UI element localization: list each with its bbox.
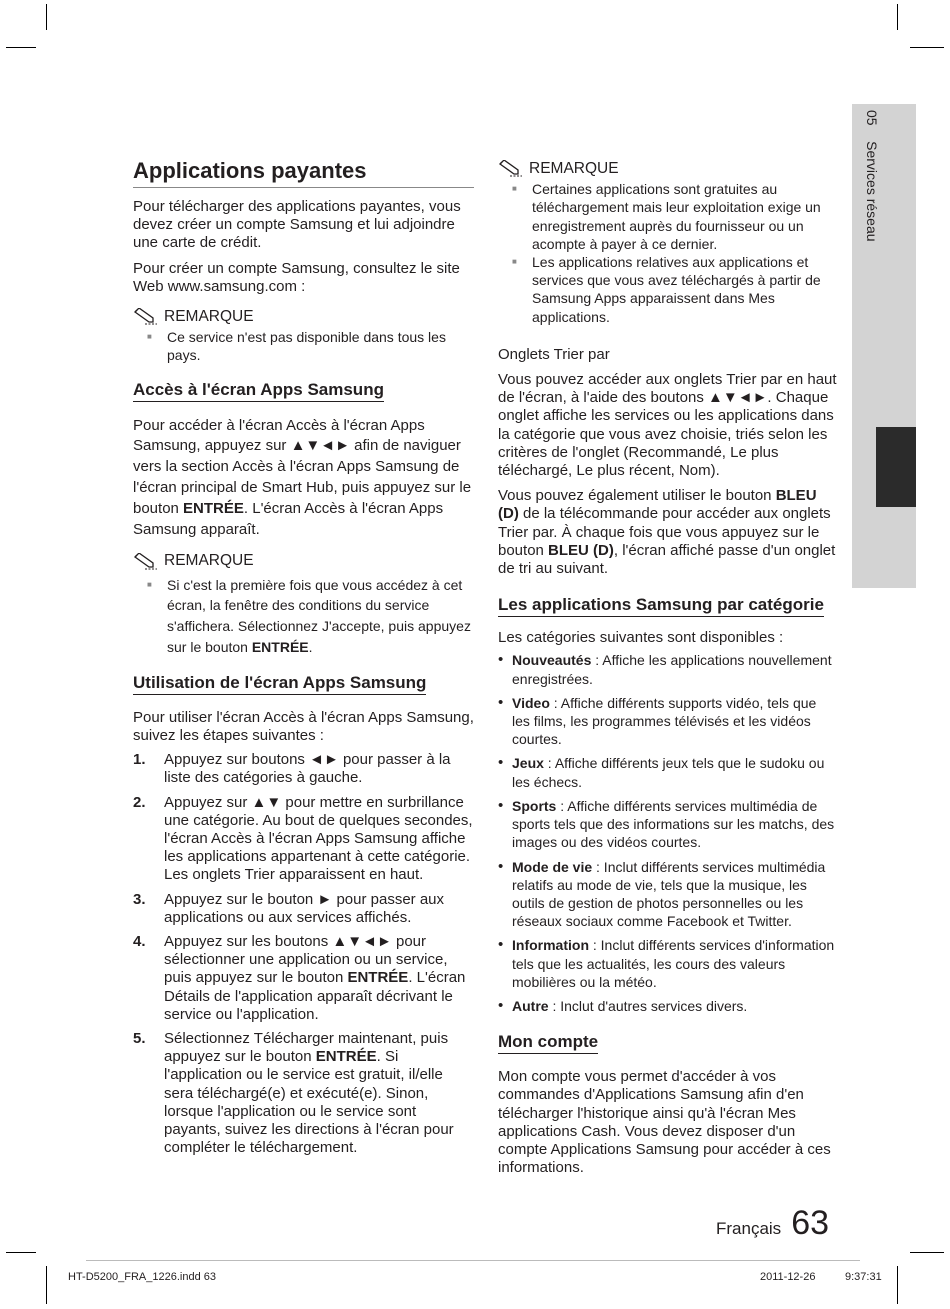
step-number: 5.	[133, 1030, 146, 1048]
crop-mark	[6, 1252, 36, 1253]
sort-paragraph: Vous pouvez accéder aux onglets Trier par en haut de l'écran, à l'aide des boutons ▲▼◄►. Chaque onglet affiche les services ou les applications dans la catégorie que vous avez choisie, triés selon les critères de l'onglet (Recommandé, Le plus téléchargé, Le plus récent, Nom).	[498, 371, 837, 480]
pencil-note-icon	[133, 308, 159, 326]
category-item	[498, 936, 838, 991]
remark-item	[133, 575, 474, 658]
remark-text: Si c'est la première fois que vous accédez à cet écran, la fenêtre des conditions du service s'affichera. Sélectionnez J'accepte, puis appuyez sur le bouton	[167, 576, 471, 655]
remark-list	[498, 180, 838, 326]
crop-mark	[6, 47, 36, 48]
crop-mark	[46, 4, 47, 30]
enter-key-label: ENTRÉE	[347, 969, 409, 987]
chapter-side-label	[856, 110, 880, 310]
remark-heading	[133, 552, 474, 570]
category-name: Sports	[512, 797, 557, 814]
chapter-number: 05	[864, 110, 880, 126]
sort-tabs-heading: Onglets Trier par	[498, 345, 610, 363]
category-name: Mode de vie	[512, 858, 593, 875]
usage-steps	[133, 751, 474, 1157]
access-paragraph	[133, 416, 474, 541]
usage-step	[133, 891, 474, 927]
intro-paragraph-2: Pour créer un compte Samsung, consultez le site Web www.samsung.com :	[133, 259, 460, 295]
category-desc: : Inclut différents services d'information tels que les actualités, les cours des valeurs mobilières ou la météo.	[512, 937, 835, 990]
remark-heading	[133, 308, 474, 326]
category-desc: : Inclut différents services multimédia relatifs au mode de vie, tels que la musique, les outils de gestion de photos personnelles ou les réseaux sociaux comme Facebook et Twitter.	[512, 858, 826, 930]
pencil-note-icon	[498, 160, 524, 178]
remark-text-end: .	[308, 639, 313, 655]
category-name: Jeux	[512, 755, 544, 772]
sort-text-end: , l'écran affiché passe d'un onglet de tri au suivant.	[498, 541, 836, 578]
remark-heading	[498, 160, 838, 178]
usage-step	[133, 794, 474, 885]
category-name: Autre	[512, 997, 549, 1014]
remark-label: REMARQUE	[529, 160, 619, 177]
category-list	[498, 651, 838, 1015]
crop-mark	[897, 1266, 898, 1304]
step-number: 1.	[133, 751, 146, 769]
usage-heading: Utilisation de l'écran Apps Samsung	[133, 672, 426, 695]
step-text: Appuyez sur les boutons ▲▼◄► pour sélectionner une application ou un service, puis appuyez sur le bouton	[164, 933, 448, 987]
category-item	[498, 651, 838, 687]
categories-heading: Les applications Samsung par catégorie	[498, 594, 824, 617]
step-text: Appuyez sur boutons ◄► pour passer à la liste des catégories à gauche.	[164, 751, 451, 787]
enter-key-label: ENTRÉE	[315, 1048, 377, 1066]
category-name: Video	[512, 694, 550, 711]
page-number-block	[716, 1204, 829, 1243]
footer-time: 9:37:31	[845, 1271, 882, 1283]
enter-key-label: ENTRÉE	[251, 639, 309, 655]
pencil-note-icon	[133, 553, 159, 571]
remark-item: ■ Les applications relatives aux applications et services que vous avez téléchargés à partir de Samsung Apps apparaissent dans Mes applications.	[498, 253, 838, 326]
footer-file: HT-D5200_FRA_1226.indd 63	[68, 1271, 216, 1283]
step-number: 4.	[133, 933, 146, 951]
category-desc: : Affiche différents supports vidéo, tels que les films, les programmes télévisés et les vidéos courtes.	[512, 694, 817, 748]
enter-key-label: ENTRÉE	[183, 499, 244, 517]
access-heading: Accès à l'écran Apps Samsung	[133, 379, 384, 402]
access-text: Pour accéder à l'écran Accès à l'écran Apps Samsung, appuyez sur ▲▼◄► afin de naviguer vers la section Accès à l'écran Apps Samsung de l'écran principal de Smart Hub, puis appuyez sur le bouton	[133, 416, 472, 517]
language-label: Français	[716, 1219, 782, 1238]
category-item	[498, 797, 838, 852]
category-item	[498, 754, 838, 790]
usage-intro: Pour utiliser l'écran Accès à l'écran Apps Samsung, suivez les étapes suivantes :	[133, 708, 474, 744]
remark-list	[133, 328, 474, 364]
usage-step	[133, 751, 474, 787]
step-text-end: . Si l'application ou le service est gratuit, il/elle sera téléchargé(e) et exécuté(e). Sinon, lorsque l'application ou le service sont payants, suivez les directions à l'écran pour compléter le téléchargement.	[164, 1048, 454, 1157]
category-item	[498, 858, 838, 931]
remark-item: ■ Ce service n'est pas disponible dans tous les pays.	[133, 328, 474, 364]
page-number: 63	[791, 1204, 830, 1242]
chapter-title: Services réseau	[864, 141, 880, 242]
remark-item: ■ Certaines applications sont gratuites au téléchargement mais leur exploitation exige un enregistrement auprès du fournisseur ou un acompte à payer à ce dernier.	[498, 180, 838, 253]
footer-date: 2011-12-26	[760, 1271, 816, 1283]
step-text: Sélectionnez Télécharger maintenant, puis appuyez sur le bouton	[164, 1030, 449, 1066]
step-text-end: . L'écran Détails de l'application apparaît décrivant le service ou l'application.	[164, 969, 466, 1023]
category-desc: : Inclut d'autres services divers.	[548, 997, 748, 1014]
crop-mark	[46, 1266, 47, 1304]
category-name: Nouveautés	[512, 652, 592, 669]
sort-paragraph-2	[498, 487, 838, 578]
left-column	[133, 158, 474, 1163]
account-heading: Mon compte	[498, 1031, 598, 1054]
section-title: Applications payantes	[133, 158, 474, 188]
step-number: 3.	[133, 890, 146, 908]
step-text: Appuyez sur le bouton ► pour passer aux applications ou aux services affichés.	[164, 890, 445, 926]
category-item	[498, 997, 838, 1015]
right-column	[498, 160, 838, 1177]
access-text-end: . L'écran Accès à l'écran Apps Samsung apparaît.	[133, 499, 444, 538]
category-desc: : Affiche différents services multimédia de sports tels que des informations sur les matchs, des images ou des vidéos courtes.	[512, 797, 835, 851]
remark-list	[133, 575, 474, 658]
usage-step	[133, 1030, 474, 1157]
crop-mark	[910, 1252, 944, 1253]
category-item	[498, 694, 838, 749]
crop-mark	[897, 4, 898, 30]
footer-rule	[86, 1260, 860, 1261]
remark-label: REMARQUE	[164, 308, 254, 326]
chapter-marker-block	[876, 427, 916, 507]
category-desc: : Affiche les applications nouvellement enregistrées.	[512, 652, 832, 687]
account-paragraph: Mon compte vous permet d'accéder à vos commandes d'Applications Samsung afin d'en télécharger l'historique ainsi qu'à l'écran Mes applications Cash. Vous devez disposer d'un compte Applications Samsung pour accéder à ces informations.	[498, 1068, 831, 1177]
sort-text: de la télécommande pour accéder aux onglets Trier par. À chaque fois que vous appuyez sur le bouton	[498, 505, 831, 559]
category-name: Information	[512, 937, 589, 954]
remark-label: REMARQUE	[164, 552, 254, 570]
blue-button-label: BLEU (D)	[498, 487, 817, 523]
crop-mark	[910, 47, 944, 48]
blue-button-label: BLEU (D)	[548, 541, 614, 559]
sort-text: Vous pouvez également utiliser le bouton	[498, 487, 776, 505]
intro-paragraph: Pour télécharger des applications payantes, vous devez créer un compte Samsung et lui adjoindre une carte de crédit.	[133, 198, 461, 252]
usage-step	[133, 933, 474, 1024]
step-number: 2.	[133, 793, 146, 811]
step-text: Appuyez sur ▲▼ pour mettre en surbrillance une catégorie. Au bout de quelques secondes, l'écran Accès à l'écran Apps Samsung affiche les applications appartenant à cette catégorie. Les onglets Trier apparaissent en haut.	[164, 793, 473, 884]
categories-intro: Les catégories suivantes sont disponibles :	[498, 629, 784, 647]
category-desc: : Affiche différents jeux tels que le sudoku ou les échecs.	[512, 755, 825, 790]
